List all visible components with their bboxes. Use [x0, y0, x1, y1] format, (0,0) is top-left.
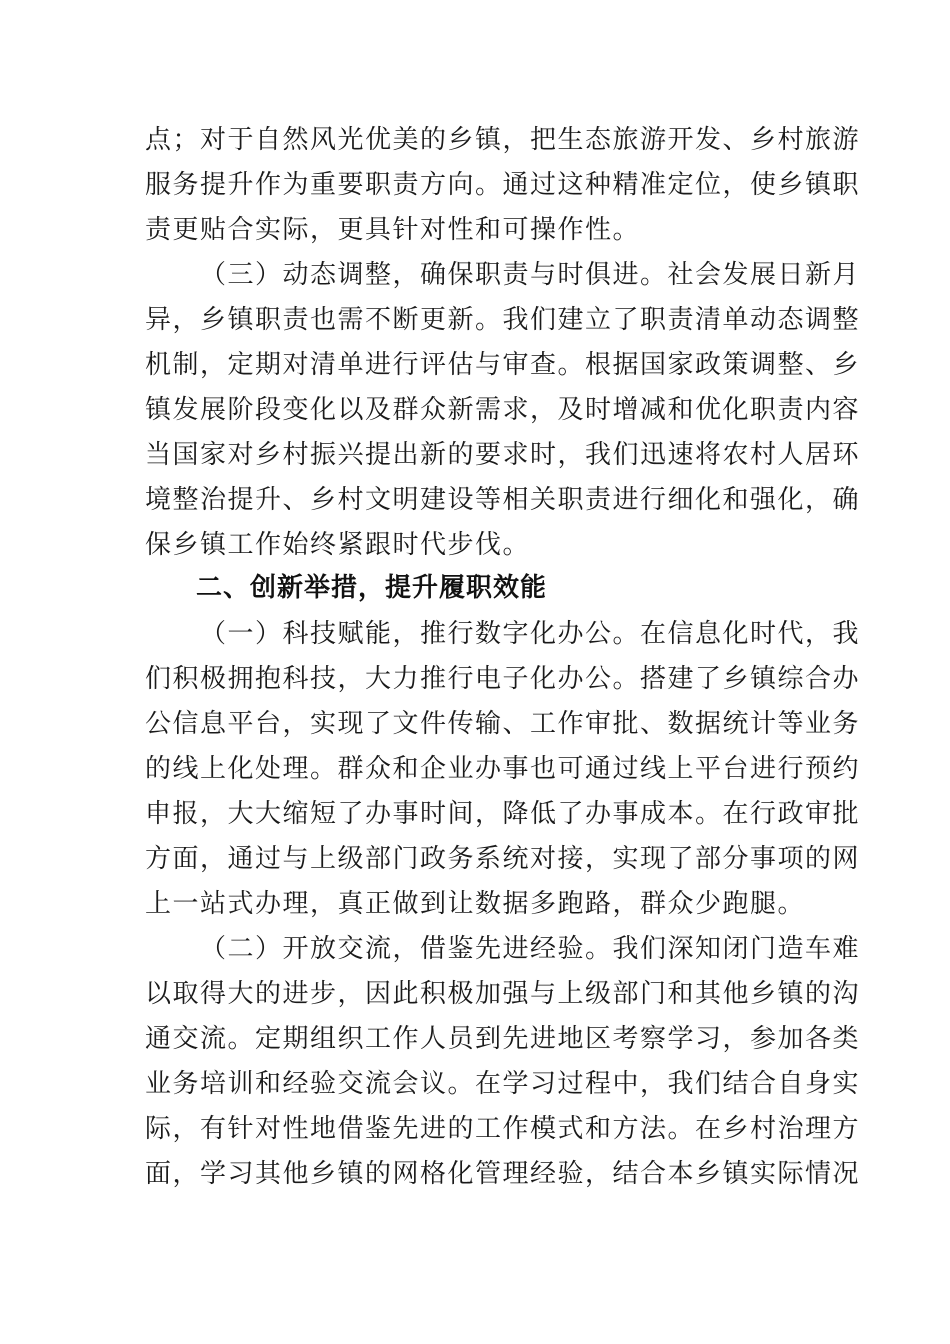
section-heading: 二、创新举措，提升履职效能	[196, 573, 548, 603]
paragraph-line: 业务培训和经验交流会议。在学习过程中，我们结合自身实	[145, 1069, 861, 1099]
paragraph-line: 异，乡镇职责也需不断更新。我们建立了职责清单动态调整	[145, 305, 861, 335]
paragraph-line: 以取得大的进步，因此积极加强与上级部门和其他乡镇的沟	[145, 979, 861, 1009]
paragraph-line: 境整治提升、乡村文明建设等相关职责进行细化和强化，确	[145, 485, 861, 515]
paragraph-line: 面，学习其他乡镇的网格化管理经验，结合本乡镇实际情况	[145, 1159, 861, 1189]
paragraph-line: 服务提升作为重要职责方向。通过这种精准定位，使乡镇职	[145, 170, 861, 200]
paragraph-line: 际，有针对性地借鉴先进的工作模式和方法。在乡村治理方	[145, 1114, 861, 1144]
paragraph-line: 机制，定期对清单进行评估与审查。根据国家政策调整、乡	[145, 350, 861, 380]
paragraph-line: 的线上化处理。群众和企业办事也可通过线上平台进行预约	[145, 754, 861, 784]
subsection-heading-line: （一）科技赋能，推行数字化办公。在信息化时代，我	[200, 619, 861, 649]
paragraph-line: 上一站式办理，真正做到让数据多跑路，群众少跑腿。	[145, 889, 806, 919]
paragraph-line: 方面，通过与上级部门政务系统对接，实现了部分事项的网	[145, 844, 861, 874]
paragraph-line: 镇发展阶段变化以及群众新需求，及时增减和优化职责内容	[145, 395, 861, 425]
paragraph-line: 点；对于自然风光优美的乡镇，把生态旅游开发、乡村旅游	[145, 125, 861, 155]
paragraph-line: 保乡镇工作始终紧跟时代步伐。	[145, 530, 531, 560]
subsection-heading-line: （三）动态调整，确保职责与时俱进。社会发展日新月	[200, 260, 861, 290]
paragraph-line: 申报，大大缩短了办事时间，降低了办事成本。在行政审批	[145, 799, 861, 829]
subsection-heading-line: （二）开放交流，借鉴先进经验。我们深知闭门造车难	[200, 934, 861, 964]
paragraph-line: 当国家对乡村振兴提出新的要求时，我们迅速将农村人居环	[145, 440, 861, 470]
paragraph-line: 们积极拥抱科技，大力推行电子化办公。搭建了乡镇综合办	[145, 664, 861, 694]
paragraph-line: 责更贴合实际，更具针对性和可操作性。	[145, 215, 641, 245]
paragraph-line: 公信息平台，实现了文件传输、工作审批、数据统计等业务	[145, 709, 861, 739]
paragraph-line: 通交流。定期组织工作人员到先进地区考察学习，参加各类	[145, 1024, 861, 1054]
